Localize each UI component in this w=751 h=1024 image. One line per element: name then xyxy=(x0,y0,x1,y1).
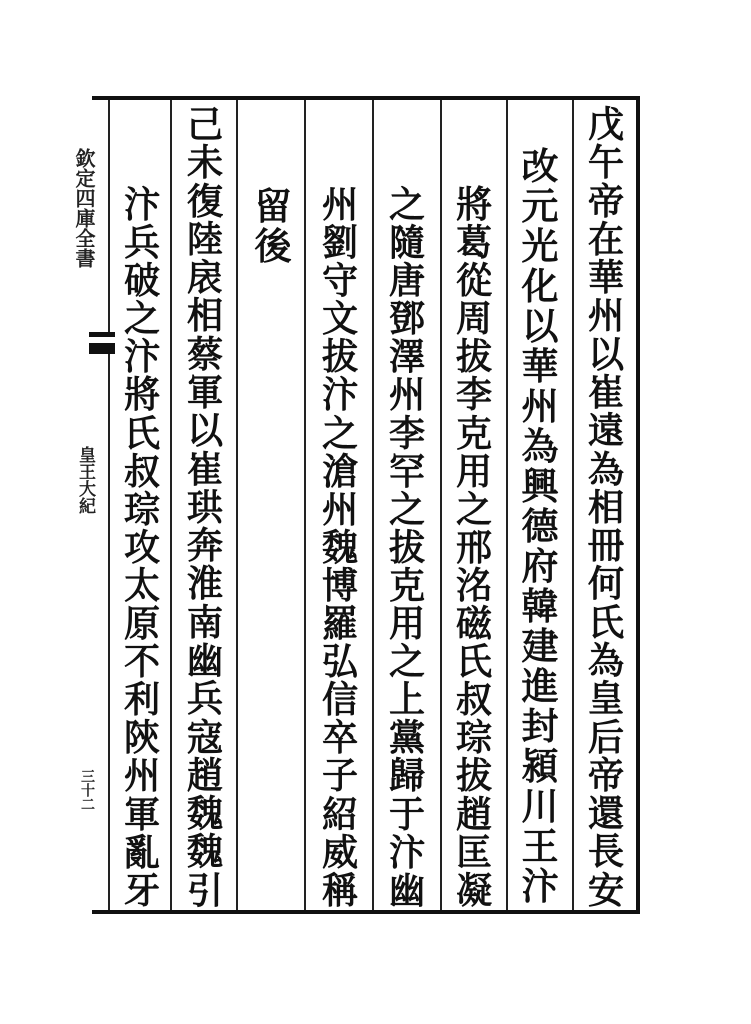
character: 興 xyxy=(521,464,559,508)
character: 鄧 xyxy=(388,297,426,341)
character: 叔 xyxy=(123,449,161,493)
character: 威 xyxy=(321,830,359,874)
character: 州 xyxy=(587,294,625,338)
character: 不 xyxy=(123,640,161,684)
character: 李 xyxy=(455,373,493,417)
fishtail-mark xyxy=(89,332,115,354)
character: 戊 xyxy=(587,103,625,146)
character: 邢 xyxy=(455,525,493,569)
character: 韓 xyxy=(521,584,559,628)
character: 安 xyxy=(587,868,625,912)
character: 南 xyxy=(186,600,224,644)
character: 冊 xyxy=(587,524,625,568)
character: 太 xyxy=(123,563,161,607)
column-rule xyxy=(372,100,374,910)
character: 復 xyxy=(186,179,224,223)
column-rule xyxy=(304,100,306,910)
text-column-5 xyxy=(311,183,369,996)
character: 魏 xyxy=(186,792,224,836)
column-rule xyxy=(236,100,238,910)
character: 淮 xyxy=(186,562,224,606)
text-column-2 xyxy=(511,146,569,956)
character: 周 xyxy=(455,297,493,341)
character: 澤 xyxy=(388,335,426,379)
character: 用 xyxy=(455,449,493,493)
character: 州 xyxy=(321,487,359,531)
character: 陸 xyxy=(186,217,224,261)
character: 劉 xyxy=(321,221,359,265)
character: 化 xyxy=(521,264,559,308)
character: 寇 xyxy=(186,715,224,759)
character: 趙 xyxy=(455,792,493,836)
character: 以 xyxy=(186,409,224,453)
character: 之 xyxy=(123,297,161,341)
text-column-3 xyxy=(445,183,503,996)
character: 以 xyxy=(521,304,559,348)
character: 李 xyxy=(388,411,426,455)
character: 為 xyxy=(521,424,559,468)
character: 己 xyxy=(186,103,224,146)
character: 州 xyxy=(388,373,426,417)
character: 州 xyxy=(123,754,161,798)
character: 汴 xyxy=(321,373,359,417)
margin-book-title: 欽定四庫全書 xyxy=(72,148,96,268)
character: 華 xyxy=(521,344,559,388)
character: 留 xyxy=(254,184,292,228)
character: 上 xyxy=(388,678,426,722)
character: 罕 xyxy=(388,449,426,493)
character: 後 xyxy=(254,224,292,268)
character: 洺 xyxy=(455,563,493,607)
character: 羅 xyxy=(321,602,359,646)
character: 子 xyxy=(321,754,359,798)
character: 守 xyxy=(321,259,359,303)
character: 從 xyxy=(455,259,493,303)
character: 何 xyxy=(587,562,625,606)
character: 葛 xyxy=(455,221,493,265)
character: 之 xyxy=(388,487,426,531)
character: 德 xyxy=(521,504,559,548)
character: 克 xyxy=(455,411,493,455)
character: 之 xyxy=(388,183,426,226)
character: 潁 xyxy=(521,744,559,788)
text-column-6 xyxy=(244,186,302,996)
column-rule xyxy=(572,100,574,910)
character: 建 xyxy=(521,624,559,668)
character: 之 xyxy=(321,411,359,455)
character: 皇 xyxy=(587,677,625,721)
character: 封 xyxy=(521,704,559,748)
character: 趙 xyxy=(186,753,224,797)
character: 后 xyxy=(587,715,625,759)
character: 紹 xyxy=(321,792,359,836)
character: 崔 xyxy=(587,370,625,414)
character: 帝 xyxy=(587,179,625,223)
character: 氏 xyxy=(123,411,161,455)
character: 蔡 xyxy=(186,332,224,376)
text-column-4 xyxy=(378,183,436,996)
character: 華 xyxy=(587,256,625,300)
text-column-8 xyxy=(113,183,171,996)
character: 魏 xyxy=(186,830,224,874)
text-column-1 xyxy=(577,103,635,916)
character: 引 xyxy=(186,868,224,912)
character: 幽 xyxy=(186,638,224,682)
character: 汴 xyxy=(521,864,559,908)
character: 拔 xyxy=(321,335,359,379)
character: 州 xyxy=(521,384,559,428)
character: 氏 xyxy=(455,640,493,684)
character: 魏 xyxy=(321,525,359,569)
character: 奔 xyxy=(186,524,224,568)
character: 牙 xyxy=(123,868,161,912)
character: 攻 xyxy=(123,525,161,569)
character: 幽 xyxy=(388,868,426,912)
character: 凝 xyxy=(455,868,493,912)
character: 歸 xyxy=(388,754,426,798)
page-number: 三十二 xyxy=(79,769,95,811)
character: 文 xyxy=(321,297,359,341)
character: 克 xyxy=(388,563,426,607)
character: 匡 xyxy=(455,830,493,874)
character: 之 xyxy=(455,487,493,531)
character: 進 xyxy=(521,664,559,708)
character: 隨 xyxy=(388,221,426,265)
character: 未 xyxy=(186,141,224,185)
character: 利 xyxy=(123,678,161,722)
character: 州 xyxy=(321,183,359,226)
character: 氏 xyxy=(587,600,625,644)
character: 之 xyxy=(388,640,426,684)
character: 博 xyxy=(321,563,359,607)
character: 改 xyxy=(521,144,559,188)
character: 叔 xyxy=(455,678,493,722)
column-rule xyxy=(108,100,110,910)
character: 汴 xyxy=(123,183,161,226)
character: 拔 xyxy=(455,754,493,798)
character: 午 xyxy=(587,141,625,185)
character: 汴 xyxy=(123,335,161,379)
character: 崔 xyxy=(186,447,224,491)
character: 在 xyxy=(587,217,625,261)
character: 兵 xyxy=(123,221,161,265)
column-rule xyxy=(440,100,442,910)
character: 琮 xyxy=(123,487,161,531)
character: 帝 xyxy=(587,753,625,797)
margin-section-title: 皇王大紀 xyxy=(75,446,95,514)
character: 稱 xyxy=(321,868,359,912)
character: 黨 xyxy=(388,716,426,760)
character: 元 xyxy=(521,184,559,228)
character: 以 xyxy=(587,332,625,376)
character: 將 xyxy=(455,183,493,226)
character: 于 xyxy=(388,792,426,836)
character: 軍 xyxy=(186,370,224,414)
character: 琮 xyxy=(455,716,493,760)
character: 遠 xyxy=(587,409,625,453)
character: 扆 xyxy=(186,256,224,300)
character: 還 xyxy=(587,792,625,836)
character: 兵 xyxy=(186,677,224,721)
character: 長 xyxy=(587,830,625,874)
character: 府 xyxy=(521,544,559,588)
column-rule xyxy=(506,100,508,910)
character: 為 xyxy=(587,638,625,682)
character: 軍 xyxy=(123,792,161,836)
character: 相 xyxy=(186,294,224,338)
character: 卒 xyxy=(321,716,359,760)
character: 滄 xyxy=(321,449,359,493)
character: 亂 xyxy=(123,830,161,874)
character: 為 xyxy=(587,447,625,491)
character: 弘 xyxy=(321,640,359,684)
character: 王 xyxy=(521,824,559,868)
character: 拔 xyxy=(388,525,426,569)
character: 拔 xyxy=(455,335,493,379)
character: 光 xyxy=(521,224,559,268)
character: 用 xyxy=(388,602,426,646)
text-column-7 xyxy=(176,103,234,916)
character: 汴 xyxy=(388,830,426,874)
character: 原 xyxy=(123,602,161,646)
character: 相 xyxy=(587,485,625,529)
character: 珙 xyxy=(186,485,224,529)
character: 唐 xyxy=(388,259,426,303)
character: 信 xyxy=(321,678,359,722)
character: 將 xyxy=(123,373,161,417)
character: 破 xyxy=(123,259,161,303)
character: 陝 xyxy=(123,716,161,760)
character: 磁 xyxy=(455,602,493,646)
character: 川 xyxy=(521,784,559,828)
